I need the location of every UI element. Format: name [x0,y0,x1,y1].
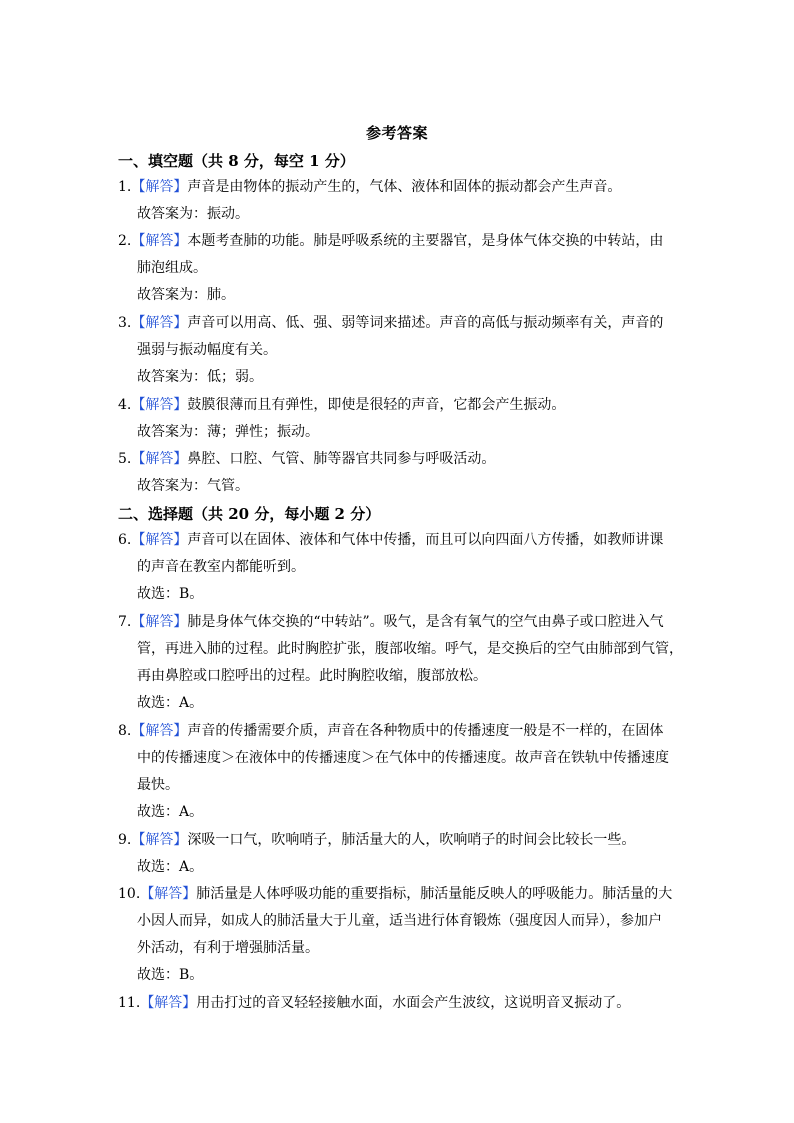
solution-continuation: 最快。 [137,777,179,793]
answer-item-9 [118,827,688,881]
answer-item-3 [118,310,688,391]
solution-continuation: 小因人而异，如成人的肺活量大于儿童，适当进行体育锻炼（强度因人而异），参加户 [137,913,662,929]
answer-line: 故答案为：薄；弹性；振动。 [137,424,319,440]
answer-line: 故选：B。 [137,967,204,983]
answer-line: 故选：A。 [137,804,204,820]
question-number: 5. [118,451,132,467]
question-number: 10. [118,886,141,902]
answer-line: 故答案为：气管。 [137,478,249,494]
question-line [118,718,688,745]
page-title: 参考答案 [365,124,428,142]
question-line [118,827,688,854]
solution-tag: 【解答】 [131,614,188,630]
question-number: 11. [118,995,141,1011]
question-number: 9. [118,832,132,848]
answer-item-8 [118,718,688,826]
solution-continuation: 肺泡组成。 [137,260,207,276]
answer-line: 故答案为：振动。 [137,206,249,222]
solution-text: 肺是身体气体交换的“中转站”。吸气，是含有氧气的空气由鼻子或口腔进入气 [187,614,664,630]
question-line [118,527,688,554]
solution-text: 鼓膜很薄而且有弹性，即使是很轻的声音，它都会产生振动。 [187,397,566,413]
solution-tag: 【解答】 [131,832,188,848]
question-line [118,228,688,255]
question-line [118,174,688,201]
solution-continuation: 管，再进入肺的过程。此时胸腔扩张，腹部收缩。呼气，是交换后的空气由肺部到气管， [137,641,683,657]
answer-item-6 [118,527,688,608]
solution-continuation: 中的传播速度＞在液体中的传播速度＞在气体中的传播速度。故声音在铁轨中传播速度 [137,750,669,766]
answer-line: 故答案为：低；弱。 [137,369,263,385]
answer-item-2 [118,228,688,309]
question-number: 1. [118,179,132,195]
solution-text: 深吸一口气，吹响哨子，肺活量大的人，吹响哨子的时间会比较长一些。 [187,832,636,848]
solution-continuation: 再由鼻腔或口腔呼出的过程。此时胸腔收缩，腹部放松。 [137,668,487,684]
solution-tag: 【解答】 [131,397,188,413]
question-number: 8. [118,723,132,739]
solution-text: 声音可以在固体、液体和气体中传播，而且可以向四面八方传播，如教师讲课 [187,532,664,548]
answer-line: 故答案为：肺。 [137,287,235,303]
question-line [118,392,688,419]
question-line [118,990,688,1017]
solution-text: 鼻腔、口腔、气管、肺等器官共同参与呼吸活动。 [187,451,496,467]
solution-tag: 【解答】 [131,532,188,548]
solution-tag: 【解答】 [140,886,197,902]
question-number: 4. [118,397,132,413]
solution-text: 用击打过的音叉轻轻接触水面，水面会产生波纹，这说明音叉振动了。 [196,995,631,1011]
section-heading-choice: 二、选择题（共 20 分，每小题 2 分） [118,505,381,523]
solution-tag: 【解答】 [131,451,188,467]
answer-line: 故选：A。 [137,859,204,875]
answer-item-1 [118,174,688,228]
solution-text: 声音的传播需要介质，声音在各种物质中的传播速度一般是不一样的，在固体 [187,723,664,739]
solution-tag: 【解答】 [131,315,188,331]
solution-tag: 【解答】 [131,233,188,249]
solution-text: 本题考查肺的功能。肺是呼吸系统的主要器官，是身体气体交换的中转站，由 [187,233,664,249]
solution-tag: 【解答】 [140,995,197,1011]
solution-continuation: 强弱与振动幅度有关。 [137,342,277,358]
solution-tag: 【解答】 [131,723,188,739]
answer-item-10 [118,881,688,989]
solution-text: 声音是由物体的振动产生的，气体、液体和固体的振动都会产生声音。 [187,179,622,195]
answer-item-7 [118,609,688,717]
question-line [118,310,688,337]
question-number: 3. [118,315,132,331]
answer-line: 故选：B。 [137,586,204,602]
answer-item-11 [118,990,688,1017]
solution-continuation: 的声音在教室内都能听到。 [137,559,305,575]
solution-text: 肺活量是人体呼吸功能的重要指标，肺活量能反映人的呼吸能力。肺活量的大 [196,886,673,902]
question-number: 7. [118,614,132,630]
answer-line: 故选：A。 [137,695,204,711]
solution-tag: 【解答】 [131,179,188,195]
question-number: 6. [118,532,132,548]
solution-continuation: 外活动，有利于增强肺活量。 [137,940,319,956]
solution-text: 声音可以用高、低、强、弱等词来描述。声音的高低与振动频率有关，声音的 [187,315,664,331]
answer-item-4 [118,392,688,446]
answer-item-5 [118,446,688,500]
question-line [118,881,688,908]
question-line [118,609,688,636]
question-line [118,446,688,473]
section-heading-fill: 一、填空题（共 8 分，每空 1 分） [118,152,355,170]
question-number: 2. [118,233,132,249]
